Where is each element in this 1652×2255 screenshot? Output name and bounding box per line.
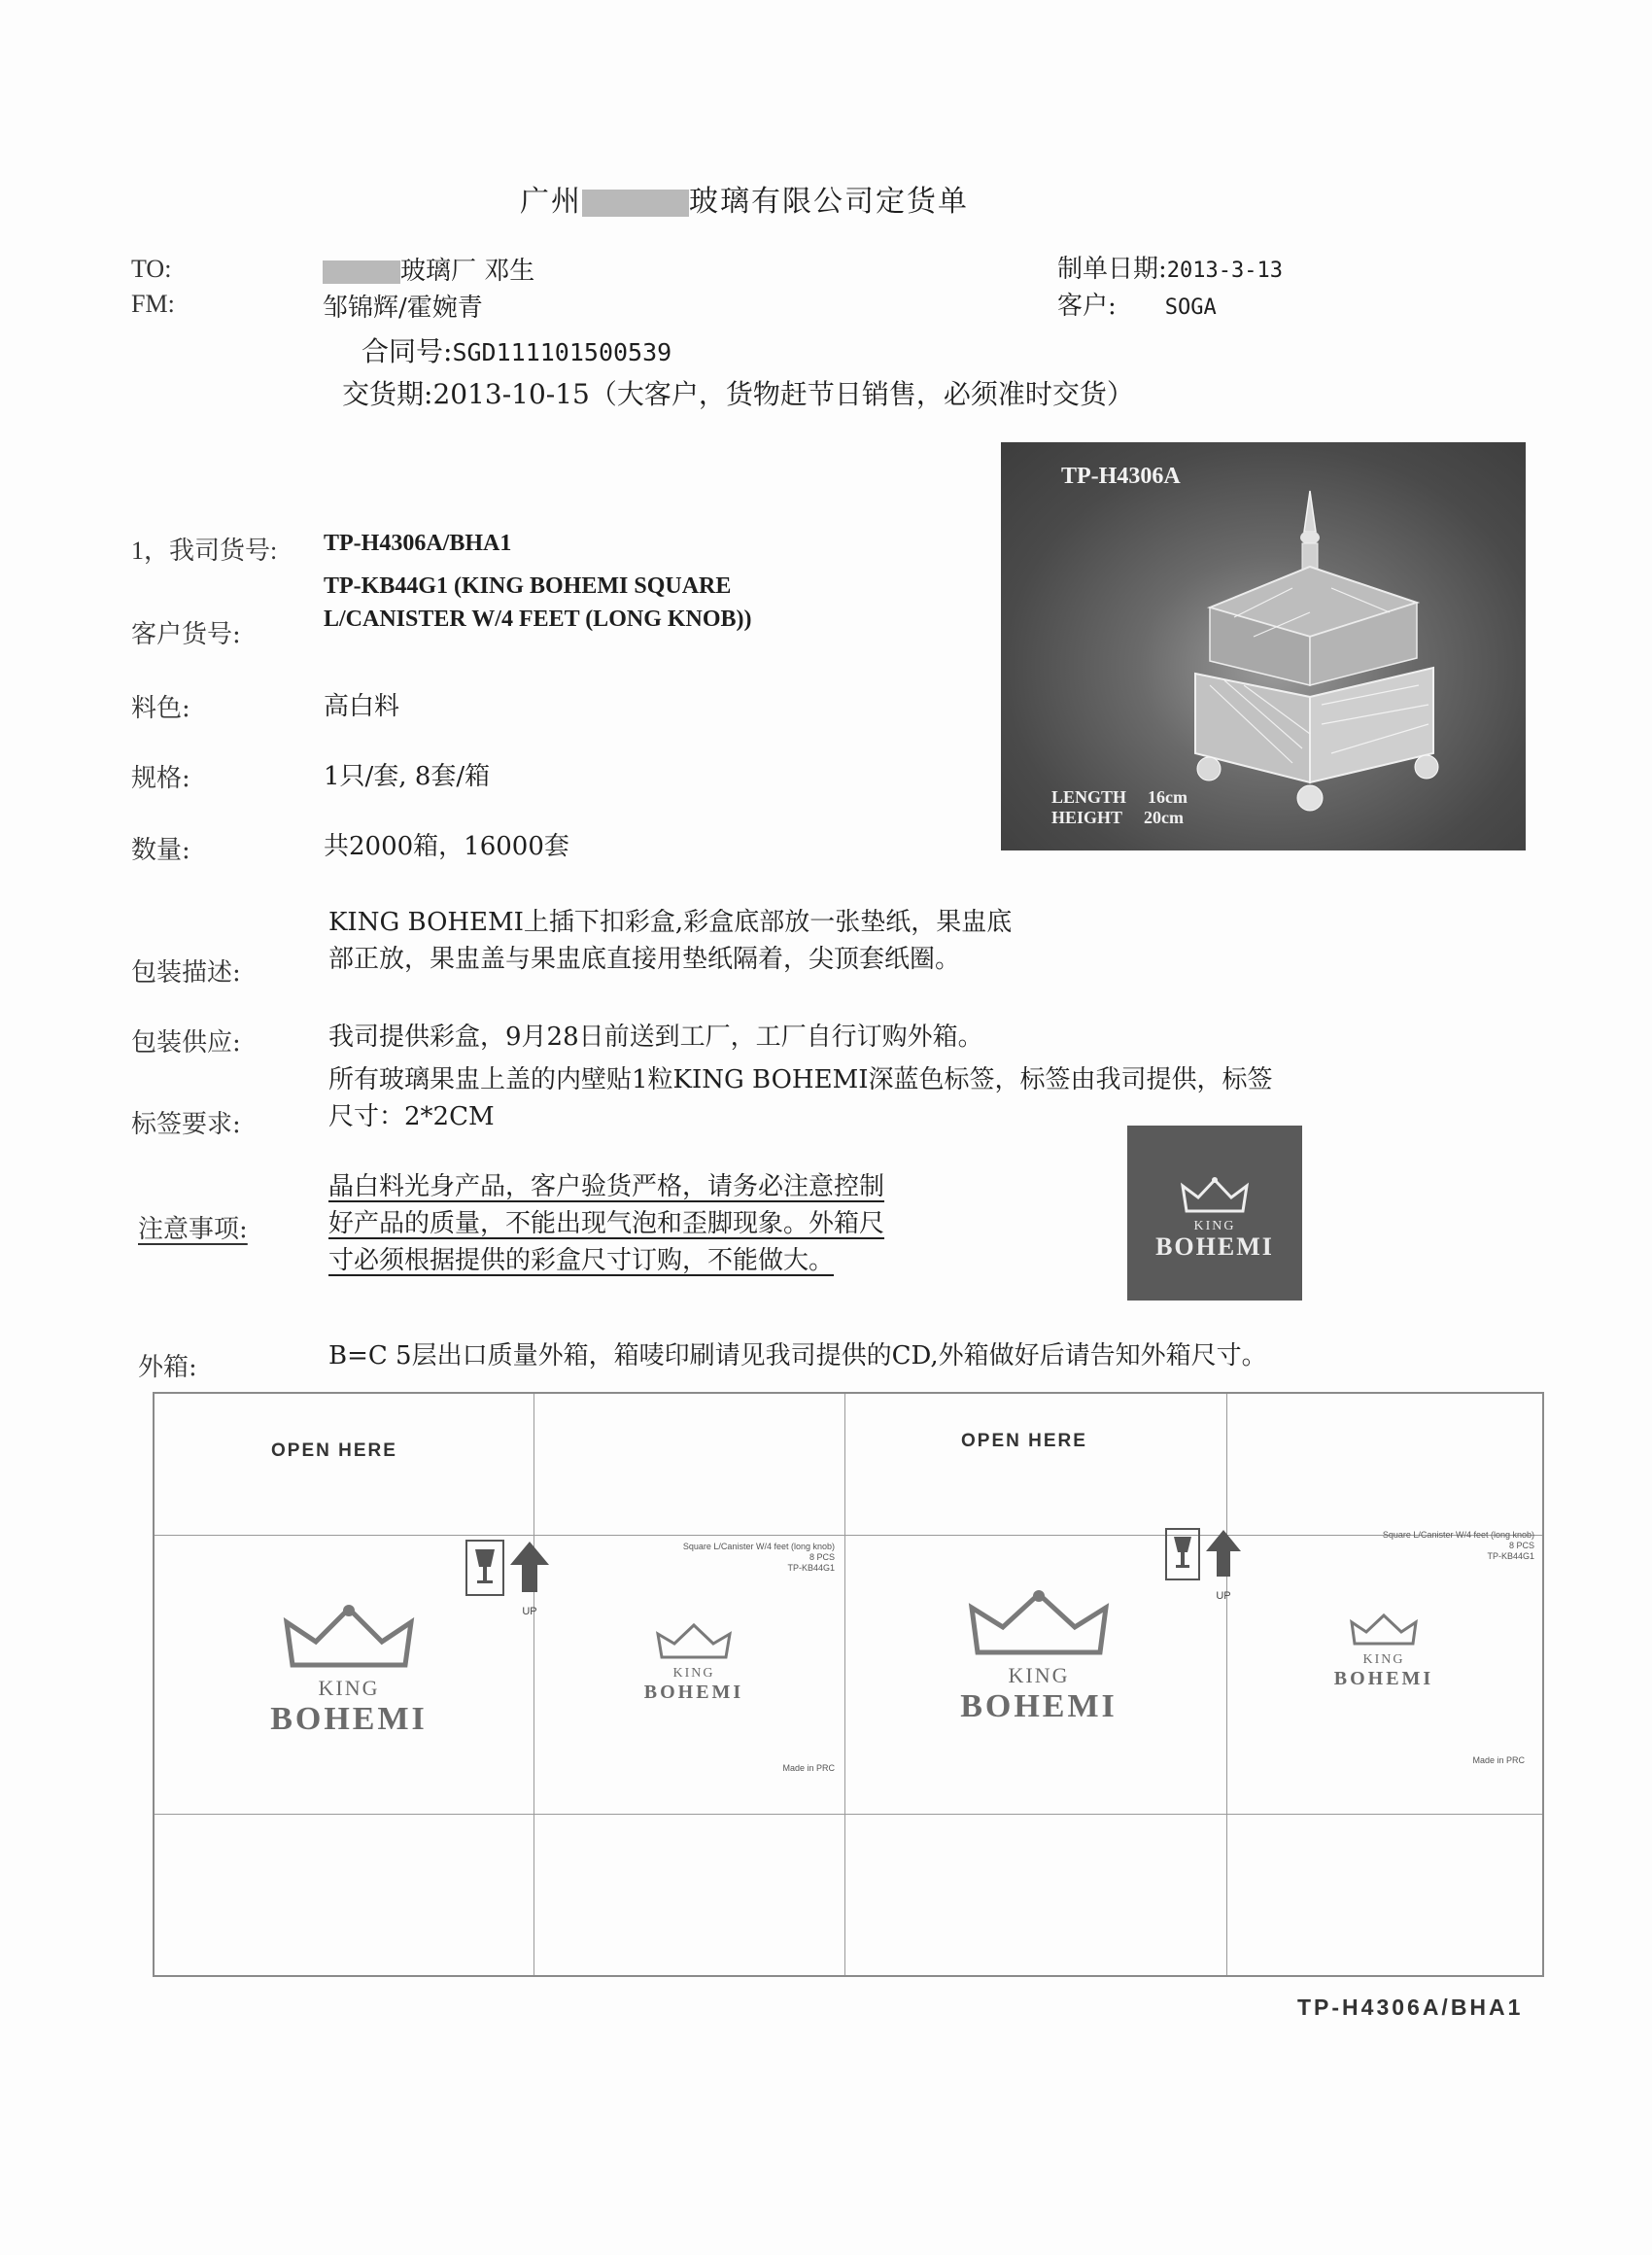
spec-label: 规格: [131, 764, 190, 793]
crown-icon [655, 1622, 733, 1661]
photo-caption: TP-H4306A [1061, 464, 1181, 489]
material-value: 高白料 [324, 692, 400, 721]
fold-line [155, 1535, 1542, 1536]
open-here-text: OPEN HERE [961, 1431, 1087, 1451]
note-label: 注意事项: [138, 1215, 248, 1244]
crown-icon [1349, 1613, 1419, 1648]
king-bohemi-logo: KING BOHEMI [621, 1622, 767, 1704]
open-here-text: OPEN HERE [271, 1440, 397, 1461]
carton-dieline [153, 1392, 1544, 1977]
contract-field: 合同号:SGD111101500539 [361, 335, 672, 367]
made-in-text: Made in PRC [782, 1763, 835, 1773]
cust-no-label: 客户货号: [131, 620, 241, 649]
note-line1: 晶白料光身产品，客户验货严格，请务必注意控制 [328, 1172, 885, 1201]
king-bohemi-logo: KING BOHEMI [1311, 1613, 1457, 1690]
crown-icon [281, 1603, 417, 1671]
customer-field: 客户: SOGA [1057, 292, 1217, 321]
delivery-field: 交货期:2013-10-15（大客户，货物赶节日销售，必须准时交货） [342, 378, 1134, 410]
fm-label: FM: [131, 290, 175, 318]
to-value: 玻璃厂 邓生 [323, 251, 534, 287]
pack-desc-label: 包装描述: [131, 958, 241, 988]
date-field: 制单日期:2013-3-13 [1057, 255, 1283, 284]
carton-value: B=C 5层出口质量外箱，箱唛印刷请见我司提供的CD,外箱做好后请告知外箱尺寸。 [328, 1341, 1267, 1370]
label-req-line2: 尺寸：2*2CM [328, 1102, 495, 1131]
product-photo [1001, 442, 1526, 850]
fragile-glass-icon [465, 1540, 504, 1602]
fold-line [1226, 1394, 1227, 1975]
dimensions-note: LENGTH 16cm HEIGHT 20cm [1051, 787, 1188, 827]
page-title: 广州 玻璃有限公司定货单 [520, 185, 969, 219]
label-req-line1: 所有玻璃果盅上盖的内壁贴1粒KING BOHEMI深蓝色标签，标签由我司提供，标签 [328, 1065, 1273, 1094]
made-in-text: Made in PRC [1472, 1755, 1525, 1765]
fold-line [533, 1394, 534, 1975]
crown-icon [966, 1588, 1112, 1658]
spec-value: 1只/套, 8套/箱 [324, 762, 491, 791]
note-line3: 寸必须根据提供的彩盒尺寸订购，不能做大。 [328, 1246, 835, 1275]
to-label: TO: [131, 255, 172, 283]
king-bohemi-logo: KING BOHEMI [252, 1603, 446, 1738]
our-no-value: TP-H4306A/BHA1 [324, 531, 512, 556]
crown-icon [1181, 1176, 1249, 1215]
qty-label: 数量: [131, 836, 190, 865]
this-way-up-icon: UP [1204, 1528, 1243, 1602]
redaction-block [323, 260, 400, 284]
cust-no-value-line2: L/CANISTER W/4 FEET (LONG KNOB)) [324, 607, 752, 632]
footer-item-code: TP-H4306A/BHA1 [1297, 1995, 1524, 2020]
pack-supply-value: 我司提供彩盒，9月28日前送到工厂，工厂自行订购外箱。 [328, 1023, 983, 1052]
note-line2: 好产品的质量，不能出现气泡和歪脚现象。外箱尺 [328, 1209, 885, 1238]
fold-line [155, 1814, 1542, 1815]
material-label: 料色: [131, 694, 190, 723]
label-sample-logo: KING BOHEMI [1127, 1126, 1302, 1301]
fm-value: 邹锦辉/霍婉青 [323, 294, 483, 323]
carton-label: 外箱: [138, 1353, 197, 1382]
this-way-up-icon: UP [508, 1540, 551, 1617]
pack-supply-label: 包装供应: [131, 1028, 241, 1058]
side-panel-text: Square L/Canister W/4 feet (long knob) 8 PCS TP-KB44G1 [1382, 1530, 1534, 1561]
our-no-label: 1，我司货号: [131, 537, 278, 565]
side-panel-text: Square L/Canister W/4 feet (long knob) 8 PCS TP-KB44G1 [682, 1542, 835, 1573]
pack-desc-line2: 部正放，果盅盖与果盅底直接用垫纸隔着，尖顶套纸圈。 [328, 945, 961, 974]
qty-value: 共2000箱，16000套 [324, 832, 569, 861]
pack-desc-line1: KING BOHEMI上插下扣彩盒,彩盒底部放一张垫纸，果盅底 [328, 908, 1013, 937]
label-req-label: 标签要求: [131, 1110, 241, 1139]
fragile-glass-icon [1165, 1528, 1200, 1586]
king-bohemi-logo: KING BOHEMI [932, 1588, 1146, 1725]
cust-no-value-line1: TP-KB44G1 (KING BOHEMI SQUARE [324, 573, 732, 599]
redaction-block [582, 190, 689, 217]
fold-line [844, 1394, 845, 1975]
